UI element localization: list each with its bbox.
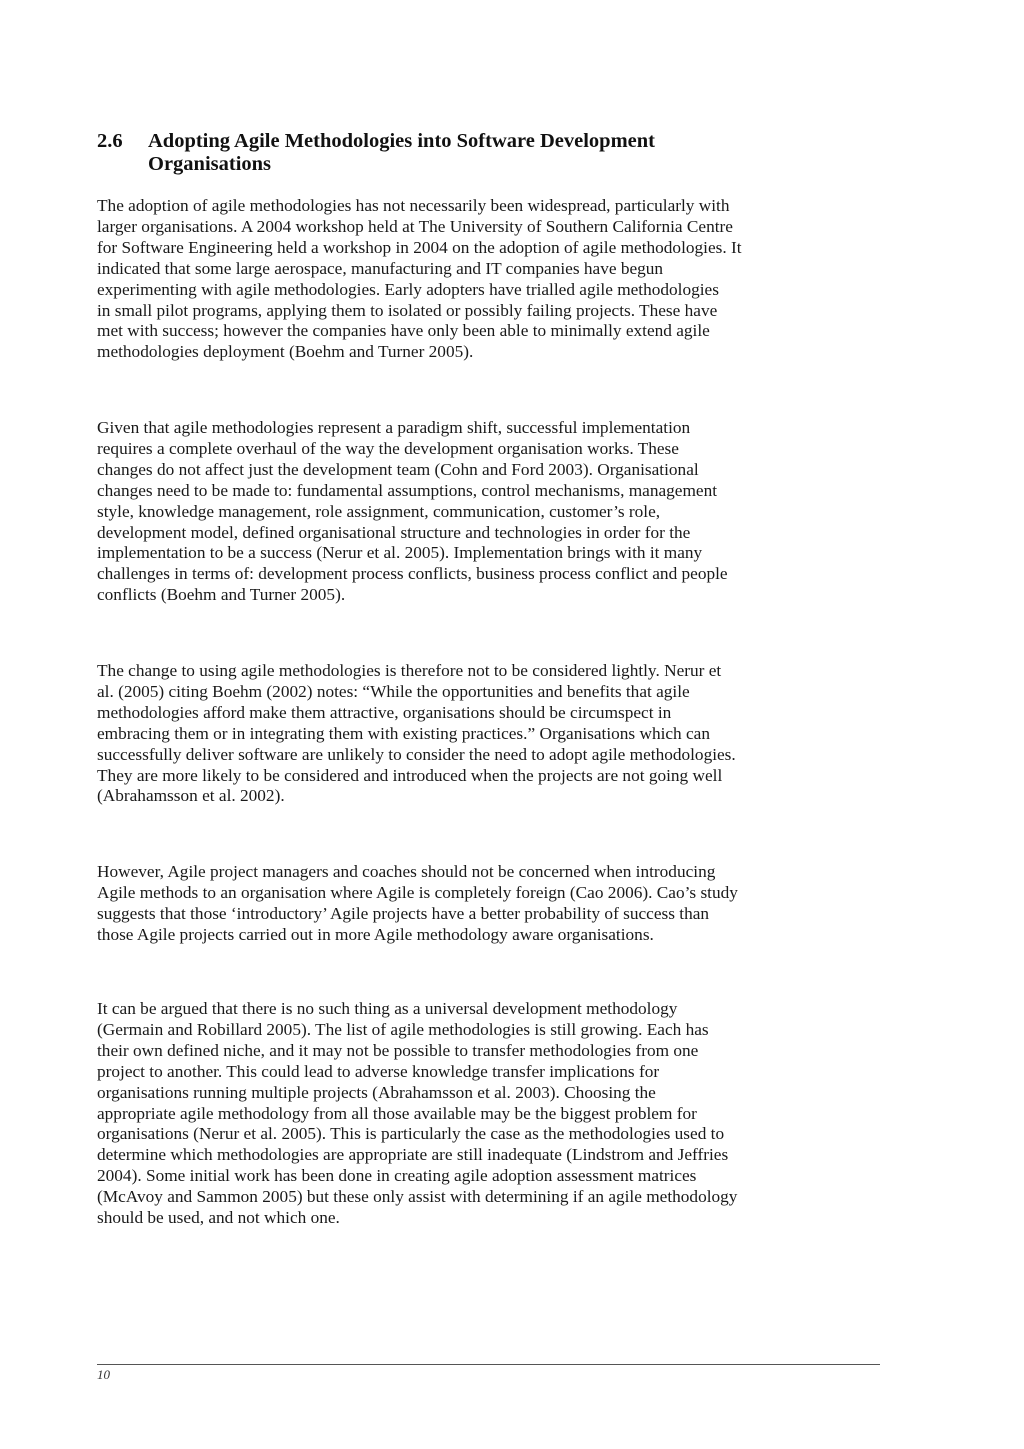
text-line: requires a complete overhaul of the way the development organisation works. These bbox=[97, 438, 679, 458]
text-line: determine which methodologies are appropriate are still inadequate (Lindstrom and Jeffries bbox=[97, 1145, 729, 1165]
text-line: challenges in terms of: development process conflicts, business process conflict and people bbox=[97, 564, 728, 584]
text-line: The adoption of agile methodologies has not necessarily been widespread, particularly with bbox=[97, 196, 730, 215]
text-line: embracing them or in integrating them with existing practices.” Organisations which can bbox=[97, 723, 710, 743]
text-line: appropriate agile methodology from all those available may be the biggest problem for bbox=[97, 1103, 697, 1123]
paragraph-paradigm-shift bbox=[97, 418, 887, 606]
text-line: for Software Engineering held a workshop in 2004 on the adoption of agile methodologies. It bbox=[97, 237, 742, 257]
text-line: those Agile projects carried out in more Agile methodology aware organisations. bbox=[97, 924, 654, 944]
footer-divider bbox=[97, 1364, 880, 1365]
paragraph-introductory-projects bbox=[97, 862, 887, 946]
text-line: al. (2005) citing Boehm (2002) notes: “While the opportunities and benefits that agile bbox=[97, 681, 690, 701]
text-line: indicated that some large aerospace, manufacturing and IT companies have begun bbox=[97, 258, 664, 278]
text-line: (Germain and Robillard 2005). The list of agile methodologies is still growing. Each has bbox=[97, 1019, 709, 1039]
text-line: However, Agile project managers and coaches should not be concerned when introducing bbox=[97, 862, 716, 881]
text-line: should be used, and not which one. bbox=[97, 1208, 340, 1228]
text-line: organisations running multiple projects (Abrahamsson et al. 2003). Choosing the bbox=[97, 1082, 656, 1102]
text-line: development model, defined organisational structure and technologies in order for the bbox=[97, 522, 691, 542]
text-line: their own defined niche, and it may not be possible to transfer methodologies from one bbox=[97, 1040, 699, 1060]
text-line: The change to using agile methodologies is therefore not to be considered lightly. Nerur et bbox=[97, 661, 722, 680]
text-line: (Abrahamsson et al. 2002). bbox=[97, 786, 285, 806]
text-line: met with success; however the companies have only been able to minimally extend agile bbox=[97, 321, 710, 341]
text-line: changes need to be made to: fundamental assumptions, control mechanisms, management bbox=[97, 480, 718, 500]
text-line: Given that agile methodologies represent a paradigm shift, successful implementation bbox=[97, 418, 691, 437]
text-line: experimenting with agile methodologies. Early adopters have trialled agile methodologies bbox=[97, 279, 719, 299]
page-number: 10 bbox=[97, 1367, 110, 1382]
text-line: 2004). Some initial work has been done in creating agile adoption assessment matrices bbox=[97, 1166, 697, 1186]
text-line: implementation to be a success (Nerur et al. 2005). Implementation brings with it many bbox=[97, 543, 703, 563]
text-line: suggests that those ‘introductory’ Agile projects have a better probability of success than bbox=[97, 903, 710, 923]
text-line: successfully deliver software are unlikely to consider the need to adopt agile methodologies. bbox=[97, 744, 736, 764]
text-line: organisations (Nerur et al. 2005). This is particularly the case as the methodologies used to bbox=[97, 1124, 725, 1144]
text-line: Agile methods to an organisation where Agile is completely foreign (Cao 2006). Cao’s study bbox=[97, 882, 738, 902]
text-line: style, knowledge management, role assignment, communication, customer’s role, bbox=[97, 501, 661, 521]
section-number: 2.6 bbox=[97, 130, 123, 152]
text-line: larger organisations. A 2004 workshop held at The University of Southern California Centre bbox=[97, 216, 733, 236]
paragraph-universal-methodology bbox=[97, 999, 887, 1229]
text-line: methodologies deployment (Boehm and Turner 2005). bbox=[97, 342, 474, 362]
paragraph-change bbox=[97, 661, 887, 807]
section-title bbox=[148, 130, 868, 176]
text-line: conflicts (Boehm and Turner 2005). bbox=[97, 585, 346, 605]
text-line: project to another. This could lead to adverse knowledge transfer implications for bbox=[97, 1061, 660, 1081]
text-line: It can be argued that there is no such thing as a universal development methodology bbox=[97, 999, 678, 1018]
text-line: They are more likely to be considered and introduced when the projects are not going well bbox=[97, 765, 723, 785]
text-line: methodologies afford make them attractive, organisations should be circumspect in bbox=[97, 702, 672, 722]
paragraph-adoption bbox=[97, 196, 887, 363]
text-line: in small pilot programs, applying them to isolated or possibly failing projects. These have bbox=[97, 300, 718, 320]
text-line: changes do not affect just the development team (Cohn and Ford 2003). Organisational bbox=[97, 459, 699, 479]
text-line: (McAvoy and Sammon 2005) but these only assist with determining if an agile methodology bbox=[97, 1187, 738, 1207]
section-title-line: Adopting Agile Methodologies into Software Development bbox=[148, 130, 655, 152]
section-title-line: Organisations bbox=[148, 153, 272, 175]
